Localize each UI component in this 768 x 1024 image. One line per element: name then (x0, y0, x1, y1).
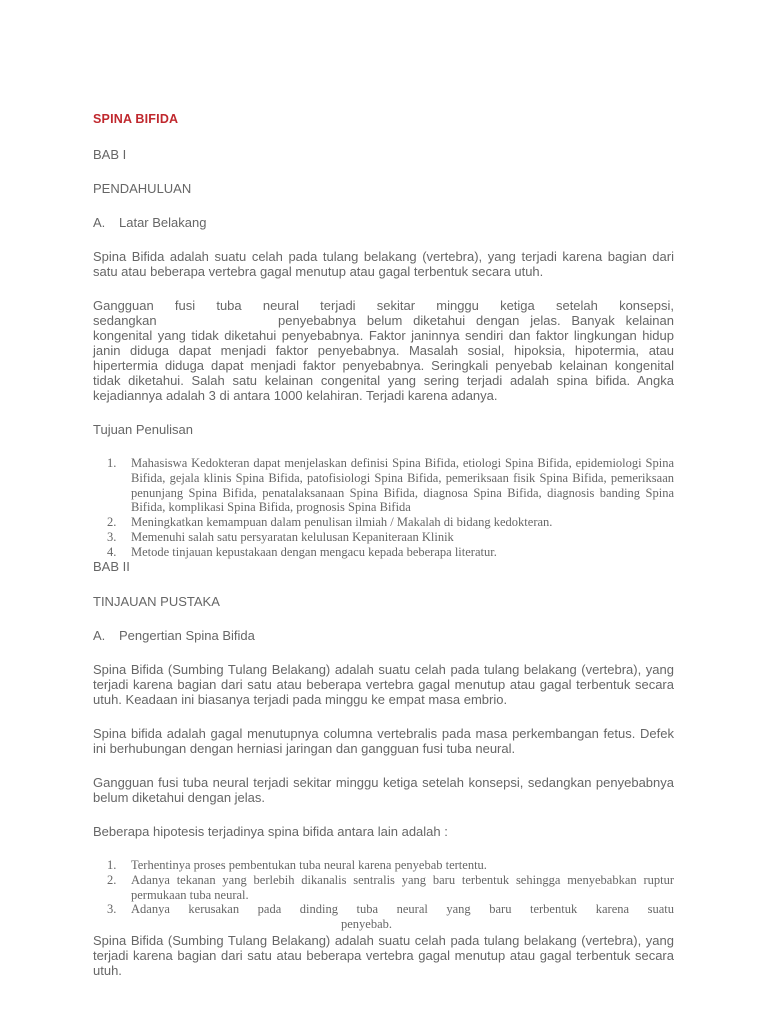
list-item (93, 902, 674, 932)
paragraph-columna: Spina bifida adalah gagal menutupnya columna vertebralis pada masa perkembangan fetus. Defek ini berhubungan dengan herniasi jaringan dan gangguan fusi tuba neural. (93, 726, 674, 756)
list-item-text: Metode tinjauan kepustakaan dengan mengacu kepada beberapa literatur. (131, 544, 497, 559)
list-item-text: Terhentinya proses pembentukan tuba neural karena penyebab tertentu. (131, 858, 487, 872)
paragraph-line-start: sedangkan (93, 313, 157, 328)
list-item-text: Adanya tekanan yang berlebih dikanalis sentralis yang baru terbentuk sehingga menyebabkan ruptur permukaan tuba neural. (131, 872, 674, 902)
list-item-text-continued: penyebab. (341, 917, 393, 932)
chapter-heading: PENDAHULUAN (93, 181, 192, 196)
section-label: Latar Belakang (119, 215, 207, 230)
paragraph-hipotesis-intro: Beberapa hipotesis terjadinya spina bifida antara lain adalah : (93, 824, 448, 839)
section-heading (93, 628, 674, 643)
section-number: A. (93, 215, 106, 230)
paragraph-definition-2: Spina Bifida (Sumbing Tulang Belakang) adalah suatu celah pada tulang belakang (vertebra), yang terjadi karena bagian dari satu atau beberapa vertebra gagal menutup atau gagal terbentuk secara utuh. Keadaan ini biasanya terjadi pada minggu ke empat masa embrio. (93, 662, 674, 707)
chapter-label: BAB I (93, 147, 127, 162)
list-item-text: Meningkatkan kemampuan dalam penulisan ilmiah / Makalah di bidang kedokteran. (131, 515, 553, 530)
paragraph-definition: Spina Bifida adalah suatu celah pada tulang belakang (vertebra), yang terjadi karena bagian dari satu atau beberapa vertebra gagal menutup atau gagal terbentuk secara utuh. (93, 249, 674, 279)
objectives-list (93, 456, 674, 560)
paragraph-rest: kongenital yang tidak diketahui penyebabnya. Faktor janinnya sendiri dan faktor lingkungan hidup janin diduga dapat menjadi faktor penyebabnya. Masalah sosial, hipoksia, hipotermia, atau hipertermia diduga dapat menjadi faktor penyebabnya. Seringkali penyebab kelainan kongenital tidak diketahui. Salah satu kelainan congenital yang sering terjadi adalah spina bifida. Angka kejadiannya adalah 3 di antara 1000 kelahiran. Terjadi karena adanya. (93, 328, 674, 403)
paragraph-line: Gangguan fusi tuba neural terjadi sekitar minggu ketiga setelah konsepsi, (93, 298, 674, 313)
paragraph-fusi: Gangguan fusi tuba neural terjadi sekitar minggu ketiga setelah konsepsi, sedangkan penyebabnya belum diketahui dengan jelas. (93, 775, 674, 805)
paragraph-line-end: penyebabnya belum diketahui dengan jelas. Banyak kelainan (278, 313, 674, 328)
list-item-text: Adanya kerusakan pada dinding tuba neural yang baru terbentuk karena suatu (131, 902, 674, 917)
section-number: A. (93, 628, 106, 643)
list-item-text: Memenuhi salah satu persyaratan kelulusan Kepaniteraan Klinik (131, 529, 454, 544)
hypotheses-list (93, 858, 674, 932)
chapter-heading: TINJAUAN PUSTAKA (93, 594, 220, 609)
chapter-label: BAB II (93, 559, 130, 574)
section-label: Pengertian Spina Bifida (119, 628, 255, 643)
paragraph-etiology (93, 298, 674, 403)
list-item-number: 1. (107, 456, 117, 470)
list-item-number: 3. (107, 529, 117, 544)
list-item (93, 515, 674, 530)
list-item (93, 858, 674, 873)
list-item-number: 4. (107, 544, 117, 559)
list-item-number: 1. (107, 858, 117, 872)
list-item (93, 873, 674, 903)
paragraph-closing: Spina Bifida (Sumbing Tulang Belakang) adalah suatu celah pada tulang belakang (vertebra), yang terjadi karena bagian dari satu atau beberapa vertebra gagal menutup atau gagal terbentuk secara utuh. (93, 933, 674, 978)
list-item-text: Mahasiswa Kedokteran dapat menjelaskan definisi Spina Bifida, etiologi Spina Bifida, epidemiologi Spina Bifida, gejala klinis Spina Bifida, patofisiologi Spina Bifida, pemeriksaan fisik Spina Bifida, pemeriksaan penunjang Spina Bifida, penatalaksanaan Spina Bifida, diagnosa Spina Bifida, diagnosis banding Spina Bifida, komplikasi Spina Bifida, prognosis Spina Bifida (131, 456, 674, 515)
paragraph-line (93, 313, 674, 328)
document-title: SPINA BIFIDA (93, 112, 179, 126)
list-item-number: 3. (107, 902, 117, 917)
subheading-tujuan: Tujuan Penulisan (93, 422, 193, 437)
list-item-number: 2. (107, 515, 117, 530)
list-item (93, 530, 674, 545)
list-item (93, 545, 674, 560)
list-item-number: 2. (107, 872, 117, 887)
list-item (93, 456, 674, 515)
section-heading (93, 215, 674, 230)
